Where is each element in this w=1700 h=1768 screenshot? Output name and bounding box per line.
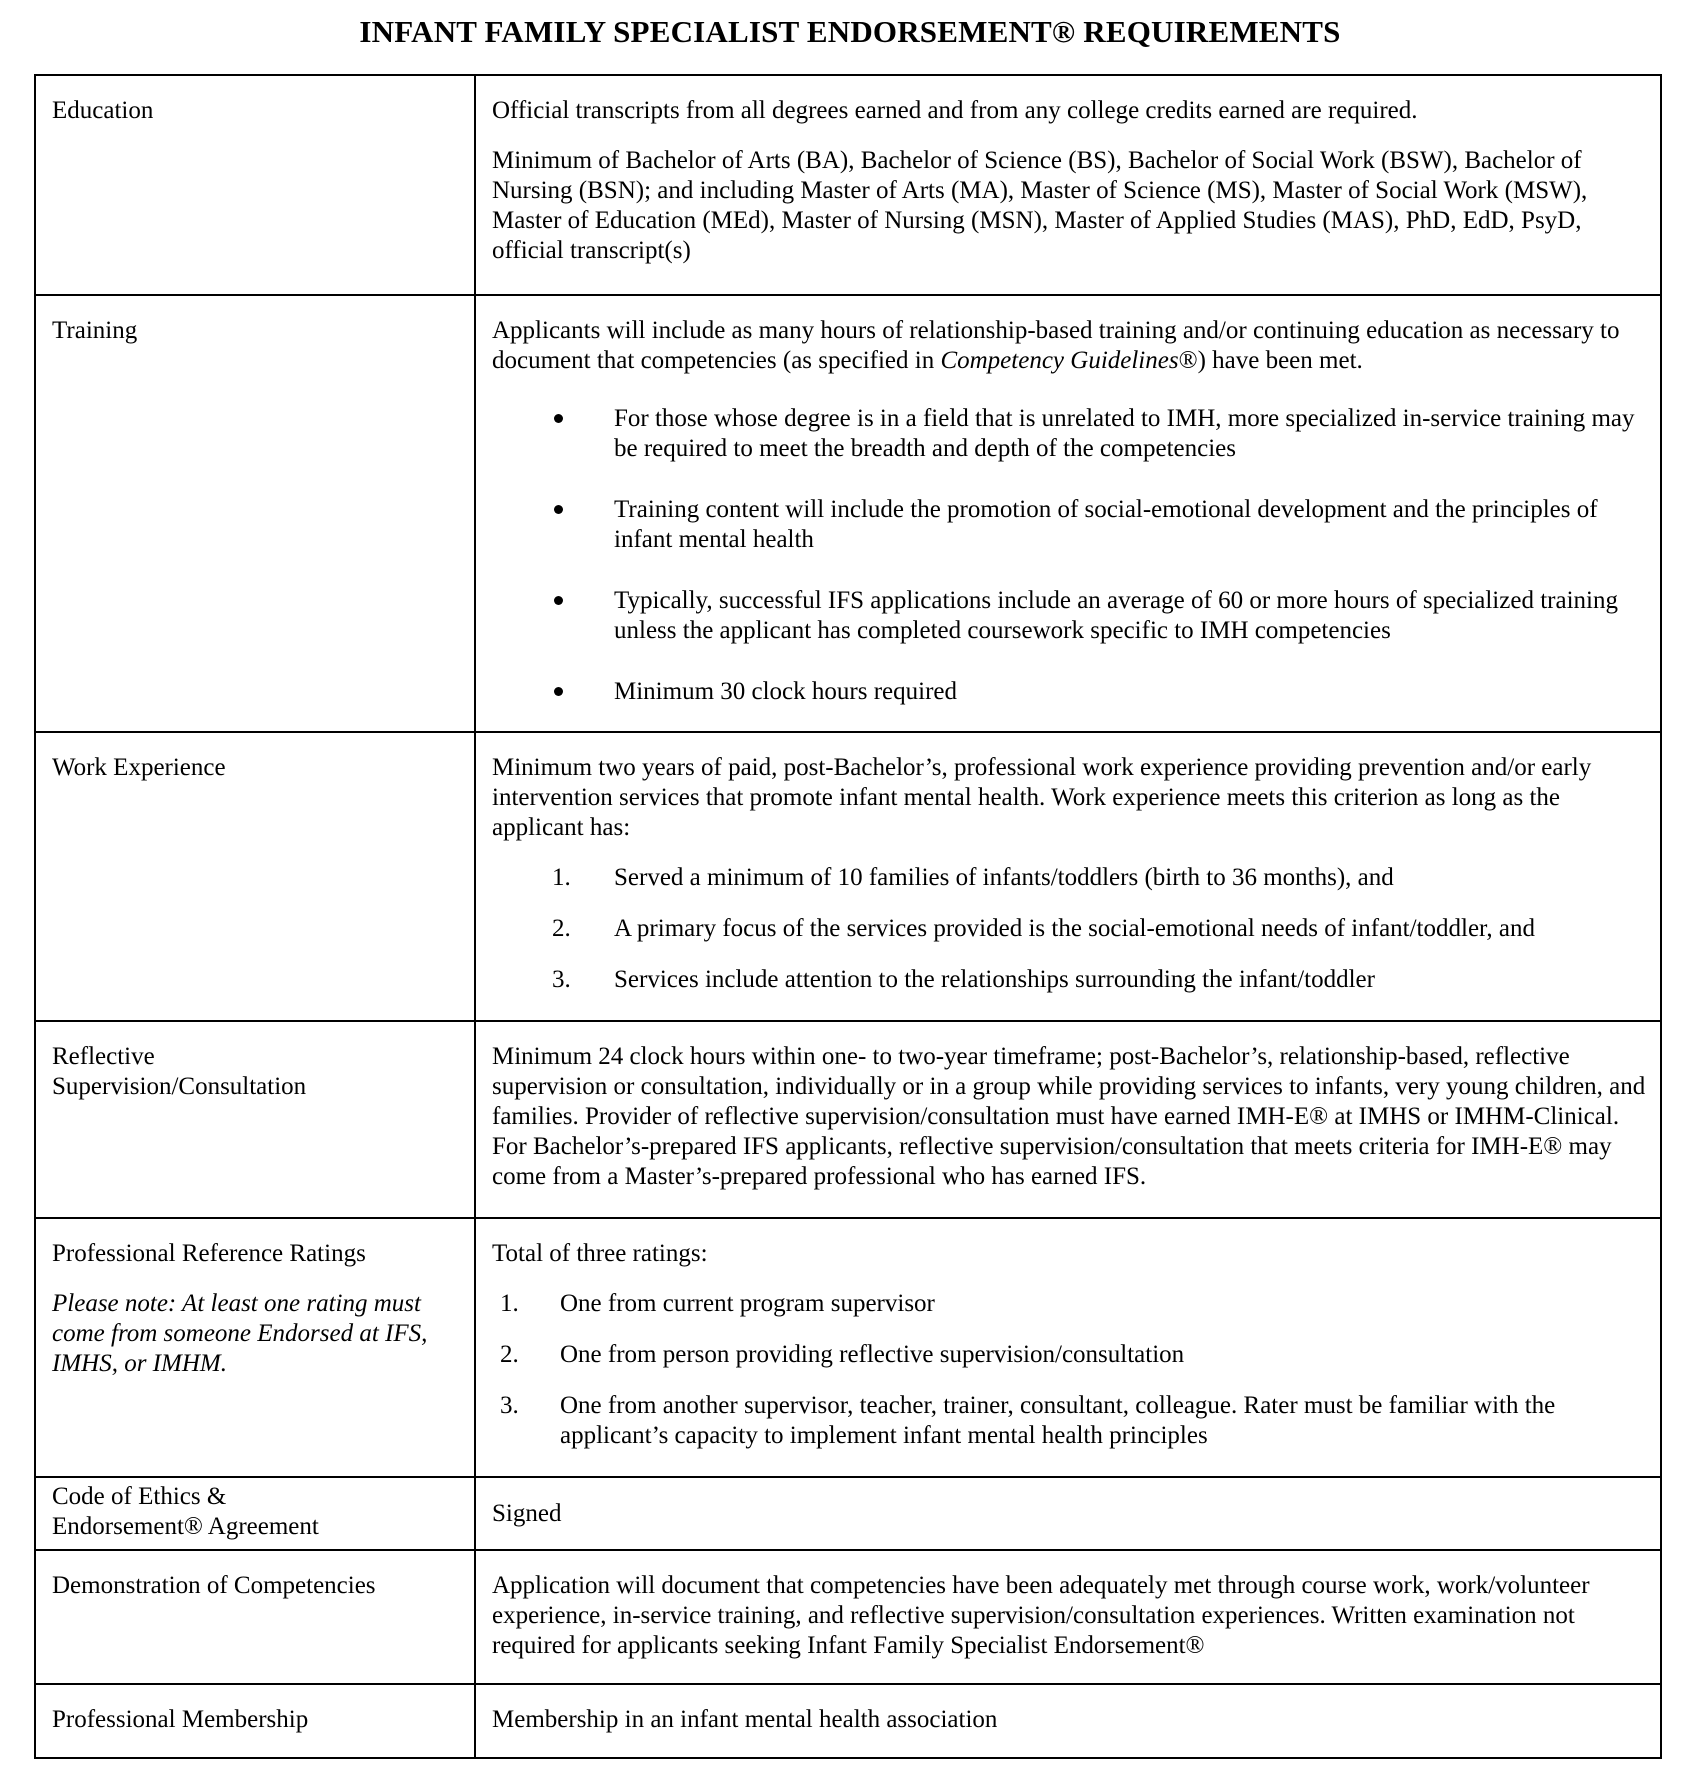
ethics-text: Signed: [492, 1499, 562, 1527]
list-item-text: Typically, successful IFS applications include an average of 60 or more hours of specialized training unless the applicant has completed coursework specific to IMH competencies: [614, 587, 1618, 644]
list-number: 3.: [552, 966, 571, 993]
work-intro: Minimum two years of paid, post-Bachelor’s, professional work experience providing prevention and/or early intervention services that promote infant mental health. Work experience meets this criterion as long as the applicant has:: [492, 754, 1592, 841]
list-item-text: Training content will include the promotion of social-emotional development and the principles of infant mental health: [614, 496, 1598, 553]
label-cell-work-experience: [35, 732, 475, 1021]
table-row-work-experience: [35, 732, 1661, 1021]
list-number: 2.: [552, 915, 571, 942]
reference-numbered-list: [492, 1289, 1646, 1451]
list-item: [492, 404, 1646, 464]
row-label: Education: [52, 97, 154, 124]
content-cell-membership: [475, 1684, 1661, 1758]
reference-note: Please note: At least one rating must come from someone Endorsed at IFS, IMHS, or IMHM.: [52, 1290, 428, 1377]
list-item: [492, 914, 1646, 944]
requirements-table: [34, 74, 1662, 1759]
label-cell-reflective-supervision: [35, 1021, 475, 1218]
row-label-line-2: Endorsement® Agreement: [52, 1513, 319, 1540]
training-intro-italic: Competency Guidelines: [940, 347, 1179, 374]
page-title: INFANT FAMILY SPECIALIST ENDORSEMENT® REQUIREMENTS: [359, 14, 1341, 49]
list-item: [492, 677, 1646, 707]
list-item: [492, 863, 1646, 893]
list-item: [492, 586, 1646, 646]
label-cell-training: [35, 295, 475, 732]
table-row-membership: [35, 1684, 1661, 1758]
list-item-text: One from person providing reflective supervision/consultation: [560, 1341, 1185, 1368]
list-item-text: Services include attention to the relationships surrounding the infant/toddler: [614, 966, 1375, 993]
bullet-icon: [554, 687, 563, 696]
label-cell-code-of-ethics: [35, 1477, 475, 1550]
list-item: [492, 1340, 1646, 1370]
list-item: [492, 1289, 1646, 1319]
table-row-reflective-supervision: [35, 1021, 1661, 1218]
work-numbered-list: [492, 863, 1646, 995]
content-cell-education: [475, 75, 1661, 295]
competencies-text: Application will document that competencies have been adequately met through course work, work/volunteer experience, in-service training, and reflective supervision/consultation experiences. Written examination not required for applicants seeking Infant Family Specialist Endorsement®: [492, 1572, 1590, 1659]
content-cell-work-experience: [475, 732, 1661, 1021]
content-cell-reference-ratings: [475, 1218, 1661, 1477]
training-intro-text-a: Applicants will include as many hours of relationship-based training and/or continuing education as necessary to document that competencies (as specified in: [492, 317, 1620, 374]
membership-text: Membership in an infant mental health association: [492, 1706, 998, 1733]
education-paragraph-1: Official transcripts from all degrees earned and from any college credits earned are required.: [492, 97, 1418, 124]
bullet-icon: [554, 596, 563, 605]
list-item: [492, 965, 1646, 995]
training-intro: [492, 316, 1646, 376]
row-label: Professional Membership: [52, 1706, 309, 1733]
row-label-line-1: Reflective: [52, 1043, 155, 1070]
list-item-text: For those whose degree is in a field that is unrelated to IMH, more specialized in-service training may be required to meet the breadth and depth of the competencies: [614, 405, 1635, 462]
list-number: 1.: [552, 864, 571, 891]
training-intro-text-b: ®) have been met.: [1178, 347, 1363, 374]
list-number: 3.: [500, 1392, 519, 1419]
reflective-text: Minimum 24 clock hours within one- to two-year timeframe; post-Bachelor’s, relationship-based, reflective supervision or consultation, individually or in a group while providing services to infants, very young children, and families. Provider of reflective supervision/consultation must have earned IMH-E® at IMHS or IMHM-Clinical. For Bachelor’s-prepared IFS applicants, reflective supervision/consultation that meets criteria for IMH-E® may come from a Master’s-prepared professional who has earned IFS.: [492, 1043, 1646, 1190]
row-label: Training: [52, 317, 138, 344]
row-label: Professional Reference Ratings: [52, 1240, 366, 1267]
reference-intro: Total of three ratings:: [492, 1240, 708, 1267]
content-cell-competencies: [475, 1550, 1661, 1684]
table-row-code-of-ethics: [35, 1477, 1661, 1550]
label-cell-membership: [35, 1684, 475, 1758]
table-row-reference-ratings: [35, 1218, 1661, 1477]
content-cell-reflective-supervision: [475, 1021, 1661, 1218]
content-cell-code-of-ethics: [475, 1477, 1661, 1550]
list-item: [492, 1391, 1646, 1451]
content-cell-training: [475, 295, 1661, 732]
list-item-text: One from current program supervisor: [560, 1290, 935, 1317]
bullet-icon: [554, 505, 563, 514]
list-item-text: A primary focus of the services provided is the social-emotional needs of infant/toddler, and: [614, 915, 1535, 942]
table-row-education: [35, 75, 1661, 295]
list-item-text: Served a minimum of 10 families of infants/toddlers (birth to 36 months), and: [614, 864, 1394, 891]
bullet-icon: [554, 414, 563, 423]
label-cell-education: [35, 75, 475, 295]
training-bullet-list: [492, 404, 1646, 707]
row-label: Work Experience: [52, 754, 226, 781]
list-number: 1.: [500, 1290, 519, 1317]
row-label-line-1: Code of Ethics &: [52, 1483, 227, 1510]
list-item-text: One from another supervisor, teacher, trainer, consultant, colleague. Rater must be familiar with the applicant’s capacity to implement infant mental health principles: [560, 1392, 1556, 1449]
education-paragraph-2: Minimum of Bachelor of Arts (BA), Bachelor of Science (BS), Bachelor of Social Work (BSW), Bachelor of Nursing (BSN); and including Master of Arts (MA), Master of Science (MS), Master of Social Work (MSW), Master of Education (MEd), Master of Nursing (MSN), Master of Applied Studies (MAS), PhD, EdD, PsyD, official transcript(s): [492, 147, 1588, 264]
label-cell-competencies: [35, 1550, 475, 1684]
row-label-line-2: Supervision/Consultation: [52, 1073, 307, 1100]
table-row-competencies: [35, 1550, 1661, 1684]
list-number: 2.: [500, 1341, 519, 1368]
row-label: Demonstration of Competencies: [52, 1572, 376, 1599]
label-cell-reference-ratings: [35, 1218, 475, 1477]
list-item-text: Minimum 30 clock hours required: [614, 678, 957, 705]
table-row-training: [35, 295, 1661, 732]
list-item: [492, 495, 1646, 555]
